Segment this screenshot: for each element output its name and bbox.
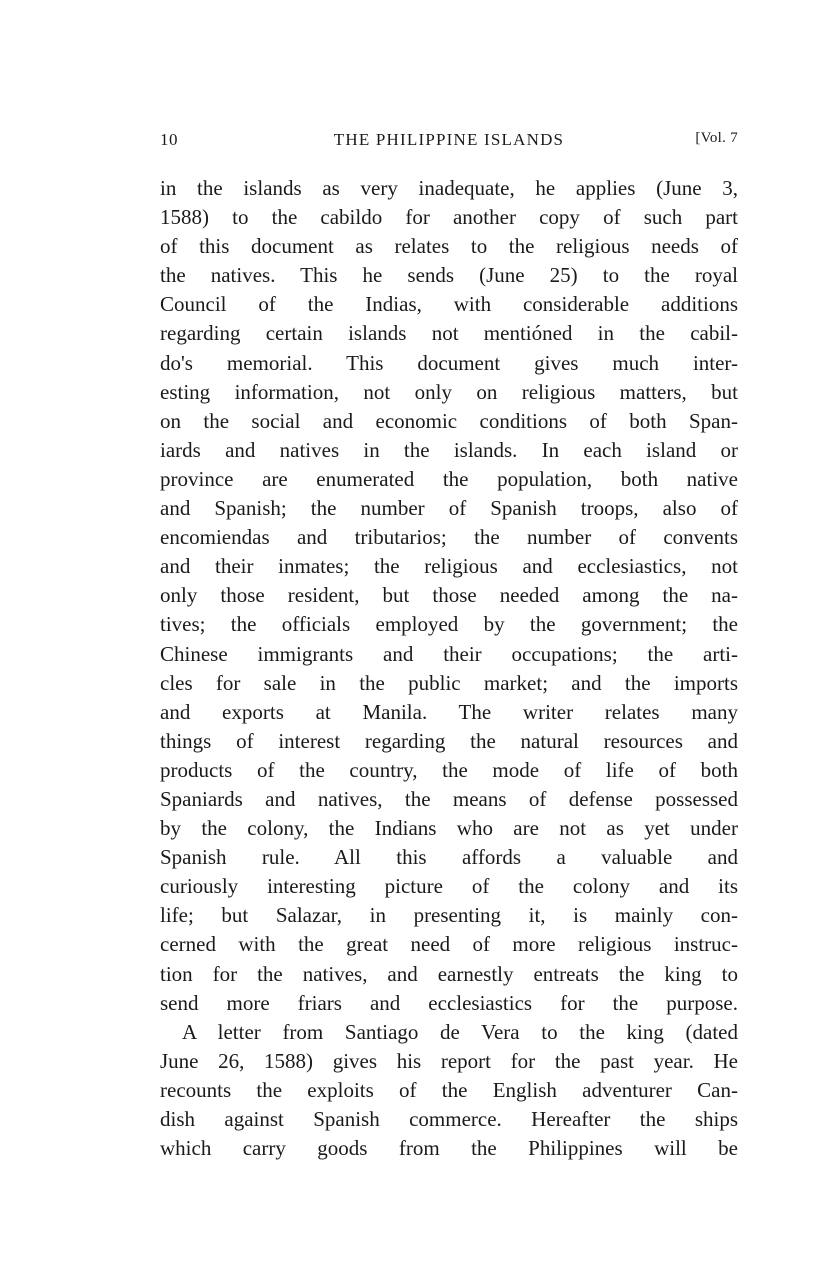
text-line: do's memorial. This document gives much inter-	[160, 350, 738, 375]
text-line: A letter from Santiago de Vera to the king (dated	[182, 1019, 738, 1044]
text-line: of this document as relates to the religious needs of	[160, 234, 738, 259]
text-line: curiously interesting picture of the colony and its	[160, 874, 738, 899]
text-line: recounts the exploits of the English adventurer Can-	[160, 1077, 738, 1102]
text-line: Council of the Indias, with considerable additions	[160, 292, 738, 317]
text-line: cles for sale in the public market; and the imports	[160, 670, 738, 695]
text-line: encomiendas and tributarios; the number of convents	[160, 525, 738, 550]
text-line: life; but Salazar, in presenting it, is mainly con-	[160, 903, 738, 928]
text-line: and their inmates; the religious and ecclesiastics, not	[160, 554, 738, 579]
text-line: cerned with the great need of more religious instruc-	[160, 932, 738, 957]
text-line: dish against Spanish commerce. Hereafter the ships	[160, 1107, 738, 1131]
text-line: 1588) to the cabildo for another copy of such part	[160, 205, 738, 230]
text-line: regarding certain islands not mentióned in the cabil-	[160, 321, 738, 346]
text-line: and Spanish; the number of Spanish troops, also of	[160, 496, 738, 521]
running-title: THE PHILIPPINE ISLANDS	[333, 130, 565, 149]
volume-marker: [Vol. 7	[695, 130, 738, 146]
text-line: Spaniards and natives, the means of defense possessed	[160, 786, 738, 811]
text-line: June 26, 1588) gives his report for the past year. He	[160, 1048, 738, 1073]
text-line: and exports at Manila. The writer relates many	[160, 699, 738, 724]
text-line: send more friars and ecclesiastics for the purpose.	[160, 990, 738, 1015]
text-line: Chinese immigrants and their occupations; the arti-	[160, 641, 738, 666]
text-line: Spanish rule. All this affords a valuable and	[160, 845, 738, 870]
text-line: iards and natives in the islands. In each island or	[160, 437, 738, 462]
text-line: tives; the officials employed by the government; the	[160, 612, 738, 637]
text-line: esting information, not only on religious matters, but	[160, 379, 738, 404]
running-head	[160, 130, 738, 154]
text-line: the natives. This he sends (June 25) to the royal	[160, 263, 738, 288]
text-line: by the colony, the Indians who are not as yet under	[160, 816, 738, 841]
text-line: province are enumerated the population, both native	[160, 466, 738, 491]
page-number: 10	[160, 130, 178, 149]
text-line: products of the country, the mode of life of both	[160, 757, 738, 782]
text-line: only those resident, but those needed among the na-	[160, 583, 738, 608]
text-line: in the islands as very inadequate, he applies (June 3,	[160, 176, 738, 200]
body-text	[160, 174, 738, 1163]
text-line: which carry goods from the Philippines will be	[160, 1136, 738, 1161]
text-line: on the social and economic conditions of both Span-	[160, 408, 738, 433]
text-line: tion for the natives, and earnestly entreats the king to	[160, 961, 738, 986]
text-line: things of interest regarding the natural resources and	[160, 728, 738, 753]
